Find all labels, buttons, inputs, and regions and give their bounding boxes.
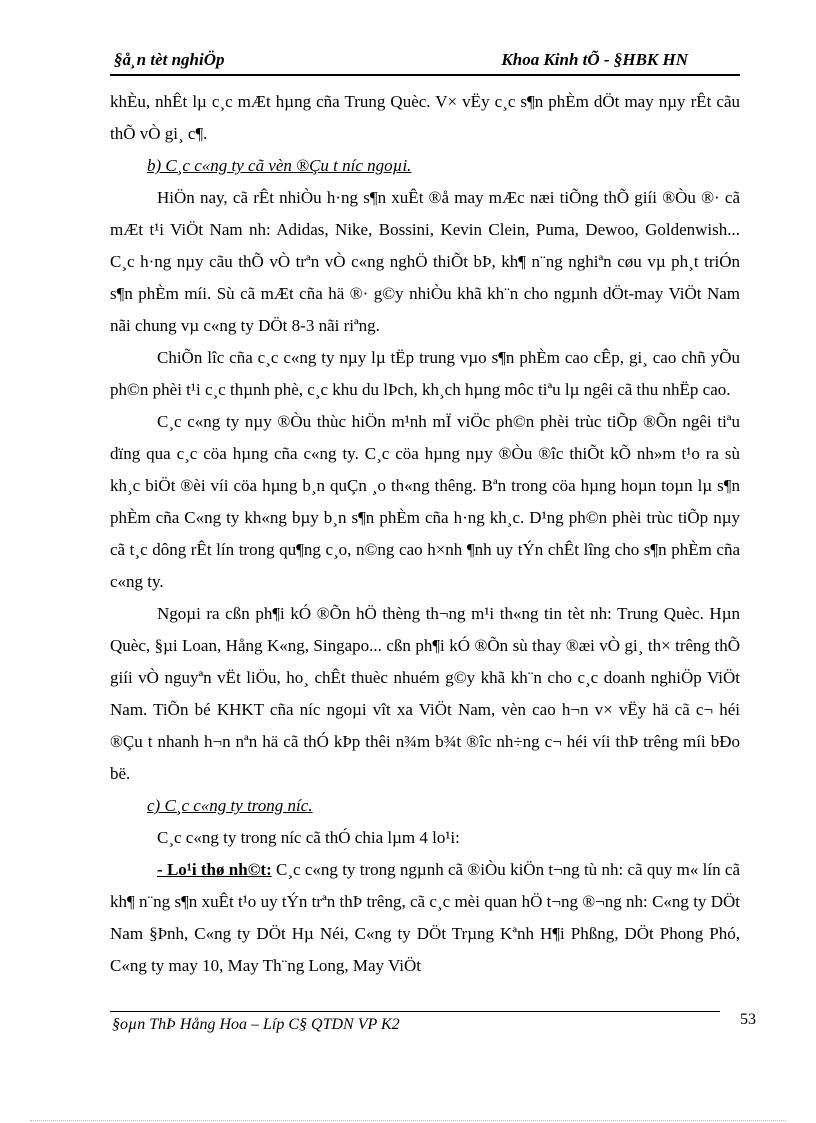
header-faculty: Khoa Kinh tÕ - §HBK HN xyxy=(501,50,688,69)
page-header xyxy=(110,48,740,76)
list-item-label: - Lo¹i thø nh©t: xyxy=(157,860,272,879)
paragraph-imports-continued: khÈu, nhÊt lµ c¸c mÆt hµng cña Trung Quèc. V× vËy c¸c s¶n phÈm dÖt may nµy rÊt cãu thÕ vÒ gi¸ c¶. xyxy=(110,92,740,143)
page-edge-divider xyxy=(30,1120,786,1121)
body-text xyxy=(110,86,740,982)
section-heading-domestic: c) C¸c c«ng ty trong níc. xyxy=(147,796,313,815)
paragraph-trade-systems: Ngoµi ra cßn ph¶i kÓ ®Õn hÖ thèng th¬ng m¹i th«ng tin tèt nh: Trung Quèc. Hµn Quèc, §µi Loan, Hång K«ng, Singapo... cßn ph¶i kÓ ®Õn sù thay ®æi vÒ gi¸ th× trêng thÕ giíi vÒ nguyªn vËt liÖu, ho¸ chÊt thuèc nhuém g©y khã kh¨n cho c¸c doanh nghiÖp ViÖt Nam. TiÕn bé KHKT cña níc ngoµi vît xa ViÖt Nam, vèn cao h¬n v× vËy hä cã c¬ héi ®Çu t nhanh h¬n nªn hä cã thÓ kÞp thêi n¾m b¾t ®îc nh÷ng c¬ héi víi thÞ trêng míi bÐo bë. xyxy=(110,604,740,783)
footer-author: §oµn ThÞ Hång Hoa – Líp C§ QTDN VP K2 xyxy=(112,1016,400,1033)
page-number: 53 xyxy=(740,1011,756,1028)
paragraph-foreign-brands: HiÖn nay, cã rÊt nhiÒu h·ng s¶n xuÊt ®å may mÆc næi tiÕng thÕ giíi ®Òu ®· cã mÆt t¹i ViÖt Nam nh: Adidas, Nike, Bossini, Kevin Clein, Puma, Dewoo, Goldenwish... C¸c h·ng nµy cãu thÕ vÒ trªn vÒ c«ng nghÖ thiÕt bÞ, kh¶ n¨ng nghiªn cøu vµ ph¸t triÓn s¶n phÈm míi. Sù cã mÆt cña hä ®· g©y nhiÒu khã kh¨n cho ngµnh dÖt-may ViÖt Nam nãi chung vµ c«ng ty DÖt 8-3 nãi riªng. xyxy=(110,188,740,335)
paragraph-strategy: ChiÕn lîc cña c¸c c«ng ty nµy lµ tËp trung vµo s¶n phÈm cao cÊp, gi¸ cao chñ yÕu ph©n phèi t¹i c¸c thµnh phè, c¸c khu du lÞch, kh¸ch hµng môc tiªu lµ ngêi cã thu nhËp cao. xyxy=(110,348,740,399)
list-item-text: C¸c c«ng ty trong ngµnh cã ®iÒu kiÖn t¬ng tù nh: cã quy m« lín cã kh¶ n¨ng s¶n xuÊt t¹o uy tÝn trªn thÞ trêng, cã c¸c mèi quan hÖ t¬ng ®¬ng nh: C«ng ty DÖt Nam §Þnh, C«ng ty DÖt Hµ Néi, C«ng ty DÖt Trµng Kªnh H¶i Phßng, DÖt Phong Phó, C«ng ty may 10, May Th¨ng Long, May ViÖt xyxy=(110,860,741,975)
paragraph-four-types: C¸c c«ng ty trong níc cã thÓ chia lµm 4 lo¹i: xyxy=(157,828,460,847)
header-thesis-title: §å¸n tèt nghiÖp xyxy=(114,50,225,69)
footer-divider xyxy=(110,1011,720,1012)
paragraph-direct-distribution: C¸c c«ng ty nµy ®Òu thùc hiÖn m¹nh mÏ viÖc ph©n phèi trùc tiÕp ®Õn ngêi tiªu dïng qua c¸c cöa hµng cña c«ng ty. C¸c cöa hµng nµy ®Òu ®îc thiÕt kÕ nh»m t¹o ra sù kh¸c biÖt ®èi víi cöa hµng b¸n quÇn ¸o th«ng thêng. Bªn trong cöa hµng hoµn toµn lµ s¶n phÈm cña C«ng ty kh«ng bµy b¸n s¶n phÈm cña h·ng kh¸c. D¹ng ph©n phèi trùc tiÕp nµy cã t¸c dông rÊt lín trong qu¶ng c¸o, n©ng cao h×nh ¶nh uy tÝn chÊt lîng cho s¶n phÈm cña c«ng ty. xyxy=(110,412,740,591)
section-heading-foreign-invested: b) C¸c c«ng ty cã vèn ®Çu t níc ngoµi. xyxy=(147,156,412,175)
list-item-type-one xyxy=(110,854,740,982)
